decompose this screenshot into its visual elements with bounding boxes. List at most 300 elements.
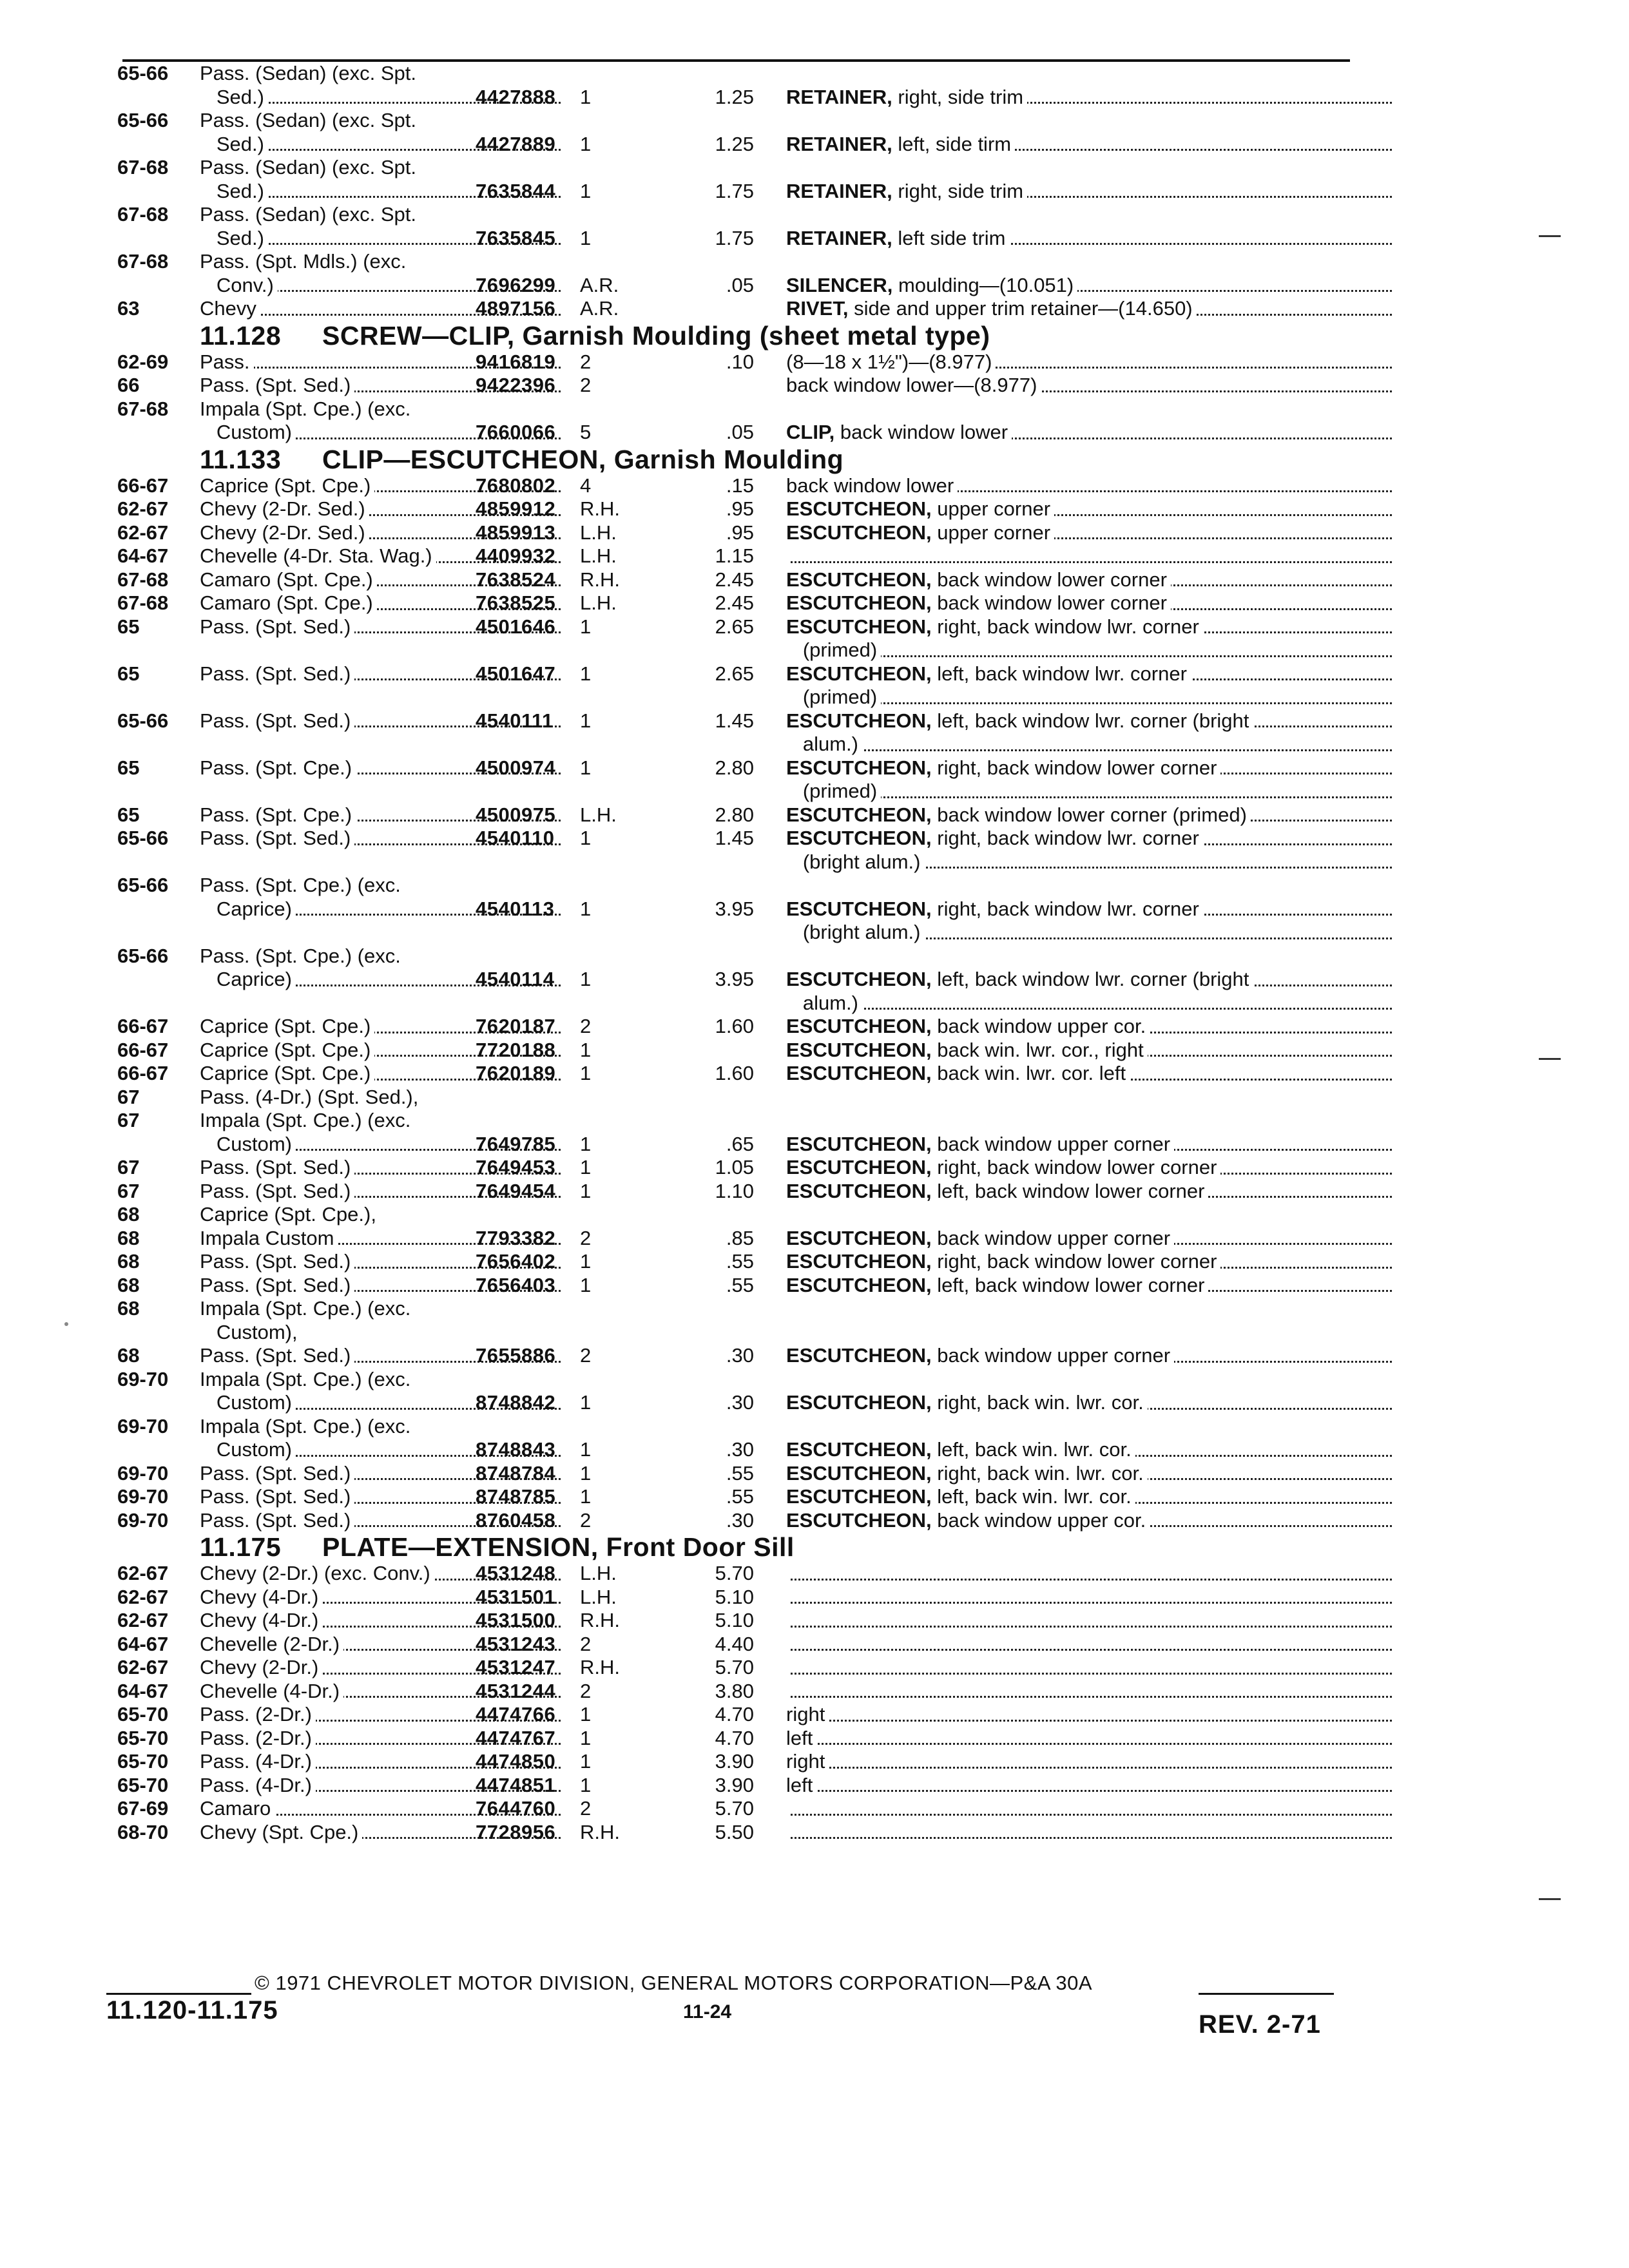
part-number: 4531500	[476, 1609, 556, 1631]
description-text	[786, 1680, 790, 1702]
model-years: 66-67	[117, 1038, 169, 1061]
parts-row	[103, 297, 1366, 321]
part-description	[786, 1039, 1392, 1062]
list-price: .10	[726, 350, 754, 373]
parts-row	[103, 686, 1366, 709]
part-number: 4474767	[476, 1726, 556, 1749]
footer-rule-right	[1199, 1993, 1334, 1995]
quantity: R.H.	[580, 1609, 620, 1631]
description-text	[786, 1797, 790, 1820]
part-description	[786, 1156, 1392, 1180]
model-description	[200, 874, 561, 898]
quantity: 2	[580, 1797, 592, 1820]
description-text	[786, 1086, 790, 1108]
footer-copyright: © 1971 CHEVROLET MOTOR DIVISION, GENERAL MOTORS CORPORATION—P&A 30A	[255, 1972, 1093, 1994]
model-description	[200, 945, 561, 968]
description-text	[786, 1156, 1220, 1178]
part-number: 7720188	[476, 1038, 556, 1061]
model-description	[200, 1203, 561, 1227]
part-name: ESCUTCHEON,	[786, 827, 932, 849]
parts-row	[103, 374, 1366, 398]
model-years: 69-70	[117, 1508, 169, 1532]
list-price: 1.45	[715, 709, 754, 732]
description-detail: right, back window lwr. corner	[931, 827, 1199, 849]
part-description	[786, 62, 1392, 86]
model-text: Pass. (Spt. Sed.)	[200, 1180, 354, 1202]
parts-row	[103, 1656, 1366, 1680]
section-heading	[103, 445, 1366, 474]
description-detail: back window upper cor.	[931, 1508, 1146, 1532]
part-number: 4474850	[476, 1750, 556, 1773]
model-years: 67-68	[117, 591, 169, 614]
description-text	[786, 544, 790, 567]
part-name: ESCUTCHEON,	[786, 1461, 932, 1485]
model-years: 67-68	[117, 397, 169, 420]
model-text: Chevelle (4-Dr.)	[200, 1680, 343, 1702]
description-text	[786, 921, 924, 943]
margin-tick	[1539, 1898, 1561, 1900]
dot-leader	[786, 1767, 1392, 1769]
description-text	[786, 1703, 829, 1725]
quantity: 2	[580, 1226, 592, 1249]
dot-leader	[786, 1696, 1392, 1698]
part-name: RETAINER,	[786, 179, 892, 202]
model-text: Pass. (2-Dr.)	[200, 1727, 316, 1749]
description-detail: left, back window lower corner	[931, 1179, 1205, 1202]
model-years: 67-68	[117, 203, 169, 226]
part-name: ESCUTCHEON,	[786, 756, 932, 779]
part-number: 4474766	[476, 1703, 556, 1725]
quantity: 1	[580, 1250, 592, 1273]
description-detail: side and upper trim retainer—(14.650)	[848, 297, 1193, 320]
list-price: 5.10	[715, 1609, 754, 1631]
section-title: SCREW—CLIP, Garnish Moulding (sheet metal type)	[322, 320, 990, 351]
description-detail: back window upper corner	[931, 1226, 1171, 1249]
part-number: 8748842	[476, 1391, 556, 1414]
part-description	[786, 374, 1392, 398]
description-detail: back window lower—(8.977)	[786, 374, 1037, 396]
part-description	[786, 992, 1392, 1015]
part-description	[786, 1562, 1392, 1586]
part-number: 7793382	[476, 1226, 556, 1249]
part-description	[786, 398, 1392, 421]
model-text: Custom)	[200, 1438, 296, 1461]
model-text: Pass. (Sedan) (exc. Spt.	[200, 62, 420, 84]
part-number: 7728956	[476, 1820, 556, 1843]
part-number: 7649785	[476, 1132, 556, 1155]
description-text	[786, 1227, 1174, 1249]
quantity: 2	[580, 350, 592, 373]
description-detail: left, back window lwr. corner	[931, 662, 1187, 685]
part-description	[786, 1015, 1392, 1039]
model-text: Conv.)	[200, 274, 278, 296]
description-detail: left	[786, 1726, 813, 1749]
quantity: 2	[580, 1015, 592, 1037]
part-name: ESCUTCHEON,	[786, 709, 932, 732]
description-text	[786, 1485, 1135, 1508]
part-description	[786, 1609, 1392, 1633]
model-years: 65-70	[117, 1750, 169, 1773]
description-text	[786, 374, 1041, 396]
part-name: ESCUTCHEON,	[786, 1226, 932, 1249]
part-number: 4531247	[476, 1656, 556, 1678]
quantity: 2	[580, 1679, 592, 1702]
description-detail: back win. lwr. cor. left	[931, 1062, 1126, 1084]
parts-row	[103, 1485, 1366, 1509]
part-description	[786, 351, 1392, 374]
parts-row	[103, 1086, 1366, 1110]
list-price: 1.25	[715, 132, 754, 155]
part-number: 7656403	[476, 1273, 556, 1296]
parts-row	[103, 1509, 1366, 1533]
model-text: Chevelle (2-Dr.)	[200, 1633, 343, 1655]
model-years: 63	[117, 297, 140, 320]
description-detail: back window lower	[834, 421, 1008, 443]
list-price: 5.50	[715, 1820, 754, 1843]
parts-row	[103, 398, 1366, 421]
part-name: ESCUTCHEON,	[786, 1391, 932, 1414]
list-price: .65	[726, 1132, 754, 1155]
model-years: 68	[117, 1297, 140, 1320]
quantity: 1	[580, 1485, 592, 1508]
part-description	[786, 945, 1392, 968]
part-number: 8760458	[476, 1508, 556, 1532]
quantity: 1	[580, 1461, 592, 1485]
part-number: 4531243	[476, 1632, 556, 1655]
part-number: 4859912	[476, 497, 556, 520]
model-years: 64-67	[117, 544, 169, 567]
part-description	[786, 1485, 1392, 1509]
part-name: ESCUTCHEON,	[786, 1015, 932, 1037]
list-price: 2.80	[715, 803, 754, 826]
description-text	[786, 733, 862, 755]
margin-tick	[1539, 235, 1561, 237]
model-text: Pass. (4-Dr.) (Spt. Sed.),	[200, 1086, 422, 1108]
part-description	[786, 780, 1392, 803]
quantity: 1	[580, 1773, 592, 1796]
parts-row	[103, 1344, 1366, 1368]
part-description	[786, 1250, 1392, 1274]
parts-row	[103, 1415, 1366, 1439]
model-years: 65-66	[117, 109, 169, 131]
part-name: RETAINER,	[786, 226, 892, 249]
part-description	[786, 1344, 1392, 1368]
part-name: ESCUTCHEON,	[786, 1062, 932, 1084]
list-price: 4.40	[715, 1632, 754, 1655]
model-years: 67-68	[117, 156, 169, 178]
model-years: 66-67	[117, 474, 169, 497]
parts-row	[103, 421, 1366, 445]
part-number: 4859913	[476, 521, 556, 544]
part-description	[786, 544, 1392, 568]
part-number: 4500975	[476, 803, 556, 826]
model-years: 65	[117, 662, 140, 685]
part-name: ESCUTCHEON,	[786, 803, 932, 826]
description-text	[786, 351, 996, 373]
parts-row	[103, 1438, 1366, 1462]
model-text: Chevelle (4-Dr. Sta. Wag.)	[200, 544, 436, 567]
list-price: 3.95	[715, 897, 754, 920]
parts-row	[103, 1062, 1366, 1086]
model-years: 65-70	[117, 1773, 169, 1796]
list-price: .55	[726, 1250, 754, 1273]
parts-row	[103, 1633, 1366, 1657]
list-price: 3.95	[715, 968, 754, 990]
list-price: 2.45	[715, 591, 754, 614]
footer-rule-left	[106, 1993, 251, 1995]
list-price: 2.65	[715, 662, 754, 685]
model-description	[200, 1297, 561, 1321]
part-description	[786, 1297, 1392, 1321]
description-detail: back win. lwr. cor., right	[931, 1038, 1144, 1061]
quantity: 1	[580, 1132, 592, 1155]
description-text	[786, 803, 1251, 826]
model-text: Chevy (2-Dr.)	[200, 1656, 322, 1678]
part-number: 7644760	[476, 1797, 556, 1820]
quantity: 1	[580, 827, 592, 849]
list-price: 1.10	[715, 1179, 754, 1202]
description-text	[786, 1344, 1174, 1367]
model-years: 66-67	[117, 1062, 169, 1084]
description-detail: right, back win. lwr. cor.	[931, 1391, 1144, 1414]
model-years: 68	[117, 1203, 140, 1225]
list-price: .55	[726, 1485, 754, 1508]
part-description	[786, 1438, 1392, 1462]
dot-leader	[786, 749, 1392, 751]
part-number: 4474851	[476, 1773, 556, 1796]
description-text	[786, 662, 1191, 685]
quantity: 1	[580, 1156, 592, 1178]
parts-row	[103, 227, 1366, 251]
model-text: Impala Custom	[200, 1227, 338, 1249]
part-name: CLIP,	[786, 421, 835, 443]
parts-row	[103, 1180, 1366, 1204]
model-text: Chevy (2-Dr. Sed.)	[200, 497, 369, 520]
parts-row	[103, 968, 1366, 992]
parts-row	[103, 615, 1366, 639]
part-description	[786, 1633, 1392, 1657]
description-text	[786, 1062, 1130, 1084]
part-number: 4427889	[476, 132, 556, 155]
part-description	[786, 250, 1392, 274]
model-text: Impala (Spt. Cpe.) (exc.	[200, 1415, 414, 1437]
model-text: Caprice (Spt. Cpe.)	[200, 1062, 374, 1084]
model-description	[200, 1368, 561, 1392]
quantity: 1	[580, 1062, 592, 1084]
part-number: 7649453	[476, 1156, 556, 1178]
parts-row	[103, 1039, 1366, 1062]
description-detail: (primed)	[786, 639, 878, 661]
model-text: Pass. (2-Dr.)	[200, 1703, 316, 1725]
part-description	[786, 521, 1392, 545]
list-price: .05	[726, 273, 754, 296]
dot-leader	[786, 1649, 1392, 1651]
model-text: Pass. (Spt. Sed.)	[200, 615, 354, 638]
quantity: 1	[580, 968, 592, 990]
quantity: L.H.	[580, 591, 617, 614]
description-text	[786, 568, 1171, 591]
description-text	[786, 1727, 816, 1749]
quantity: 1	[580, 1726, 592, 1749]
quantity: L.H.	[580, 803, 617, 826]
part-description	[786, 803, 1392, 827]
parts-row	[103, 1391, 1366, 1415]
description-text	[786, 1509, 1150, 1532]
parts-row	[103, 521, 1366, 545]
parts-row	[103, 180, 1366, 204]
list-price: .15	[726, 474, 754, 497]
part-name: RETAINER,	[786, 85, 892, 108]
parts-row	[103, 203, 1366, 227]
model-description	[200, 250, 561, 274]
model-years: 65-66	[117, 827, 169, 849]
part-description	[786, 1797, 1392, 1821]
description-text	[786, 1656, 790, 1678]
description-detail: right, back window lwr. corner	[931, 897, 1199, 920]
part-number: 4897156	[476, 297, 556, 320]
model-text: Sed.)	[200, 180, 268, 202]
quantity: R.H.	[580, 1820, 620, 1843]
dot-leader	[786, 1008, 1392, 1010]
part-description	[786, 1586, 1392, 1610]
description-detail: left, back window lwr. corner (bright	[931, 968, 1249, 990]
part-description	[786, 1086, 1392, 1110]
part-number: 4500974	[476, 756, 556, 779]
section-title: CLIP—ESCUTCHEON, Garnish Moulding	[322, 444, 844, 474]
quantity: L.H.	[580, 521, 617, 544]
description-text	[786, 780, 881, 802]
parts-row	[103, 1227, 1366, 1251]
model-text: Chevy (4-Dr.)	[200, 1586, 322, 1608]
model-text: Pass. (Spt. Cpe.) (exc.	[200, 945, 405, 967]
part-description	[786, 686, 1392, 709]
model-text: Camaro (Spt. Cpe.)	[200, 591, 377, 614]
quantity: A.R.	[580, 273, 619, 296]
description-text	[786, 1368, 790, 1390]
model-years: 67	[117, 1109, 140, 1131]
list-price: 3.90	[715, 1773, 754, 1796]
description-detail: left, back window lwr. corner (bright	[931, 709, 1249, 732]
part-number: 4427888	[476, 85, 556, 108]
parts-row	[103, 1368, 1366, 1392]
model-text: Custom)	[200, 1133, 296, 1155]
description-text	[786, 639, 881, 661]
part-description	[786, 180, 1392, 204]
model-text: Pass. (Spt. Sed.)	[200, 1344, 354, 1367]
model-text: Pass. (Spt. Cpe.)	[200, 803, 356, 826]
parts-row	[103, 1156, 1366, 1180]
description-text	[786, 250, 790, 273]
model-years: 69-70	[117, 1485, 169, 1508]
description-detail: left, back window lower corner	[931, 1273, 1205, 1296]
part-description	[786, 1227, 1392, 1251]
part-number: 4540111	[476, 709, 554, 732]
parts-row	[103, 1109, 1366, 1133]
description-text	[786, 497, 1054, 520]
part-number: 7696299	[476, 273, 556, 296]
description-detail: back window lower	[786, 474, 954, 497]
model-years: 67	[117, 1085, 140, 1108]
list-price: .55	[726, 1273, 754, 1296]
model-description	[200, 1109, 561, 1133]
parts-row	[103, 709, 1366, 733]
part-number: 4540110	[476, 827, 555, 849]
model-text: Pass. (Spt. Sed.)	[200, 1509, 354, 1532]
parts-row	[103, 1297, 1366, 1321]
description-text	[786, 521, 1054, 544]
part-description	[786, 1391, 1392, 1415]
description-detail: moulding—(10.051)	[892, 273, 1074, 296]
model-text: Pass.	[200, 351, 254, 373]
model-description	[200, 109, 561, 133]
section-title: PLATE—EXTENSION, Front Door Sill	[322, 1532, 795, 1562]
description-text	[786, 1821, 790, 1843]
part-description	[786, 297, 1392, 321]
quantity: 1	[580, 1438, 592, 1461]
description-text	[786, 709, 1253, 732]
section-number: 11.133	[200, 444, 282, 474]
parts-row	[103, 992, 1366, 1015]
part-number: 7635845	[476, 226, 556, 249]
list-price: 1.25	[715, 85, 754, 108]
parts-row	[103, 250, 1366, 274]
model-years: 64-67	[117, 1632, 169, 1655]
description-detail: right, back window lower corner	[931, 756, 1217, 779]
margin-tick	[1539, 1058, 1561, 1060]
part-name: ESCUTCHEON,	[786, 521, 932, 544]
description-text	[786, 133, 1015, 155]
part-number: 4540114	[476, 968, 555, 990]
model-text: Impala (Spt. Cpe.) (exc.	[200, 1368, 414, 1390]
part-number: 4501646	[476, 615, 556, 638]
list-price: 2.45	[715, 568, 754, 591]
parts-row	[103, 591, 1366, 615]
parts-row	[103, 756, 1366, 780]
quantity: 1	[580, 1703, 592, 1725]
quantity: 1	[580, 1273, 592, 1296]
quantity: 1	[580, 615, 592, 638]
model-years: 67-68	[117, 250, 169, 273]
part-number: 7635844	[476, 179, 556, 202]
model-description	[200, 1321, 561, 1345]
quantity: 1	[580, 662, 592, 685]
model-text: Pass. (Spt. Sed.)	[200, 709, 354, 732]
part-description	[786, 1727, 1392, 1751]
model-years: 69-70	[117, 1461, 169, 1485]
part-name: ESCUTCHEON,	[786, 568, 932, 591]
description-text	[786, 1750, 829, 1773]
part-name: ESCUTCHEON,	[786, 1250, 932, 1273]
model-years: 67	[117, 1179, 140, 1202]
model-text: Pass. (Spt. Sed.)	[200, 662, 354, 685]
description-text	[786, 1609, 790, 1631]
model-text: Sed.)	[200, 133, 268, 155]
model-text: Sed.)	[200, 86, 268, 108]
description-text	[786, 398, 790, 420]
list-price: 3.90	[715, 1750, 754, 1773]
parts-row	[103, 921, 1366, 945]
quantity: L.H.	[580, 544, 617, 567]
model-years: 62-67	[117, 1585, 169, 1608]
description-text	[786, 1250, 1220, 1273]
description-text	[786, 1774, 816, 1796]
description-detail: right, back window lwr. corner	[931, 615, 1199, 638]
quantity: 4	[580, 474, 592, 497]
description-detail: back window upper corner	[931, 1132, 1171, 1155]
description-detail: left	[786, 1773, 813, 1796]
part-number: 4540113	[476, 897, 555, 920]
description-detail: left, side tirm	[892, 132, 1012, 155]
